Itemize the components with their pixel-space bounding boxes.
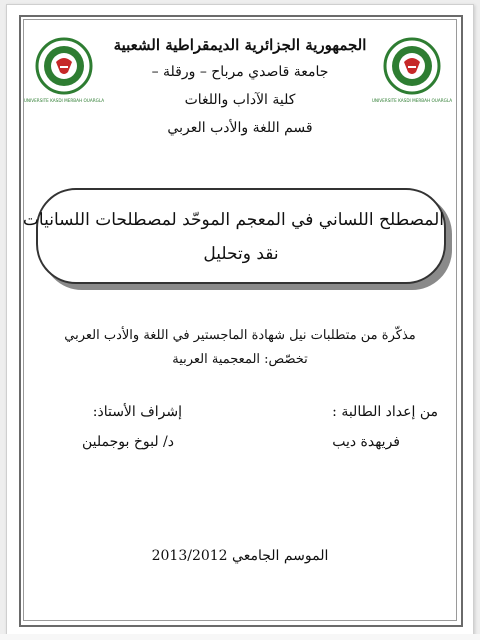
- faculty-heading: كلية الآداب واللغات: [184, 92, 296, 108]
- logo-caption-right: UNIVERSITE KASDI MERBAH OUARGLA: [371, 98, 453, 103]
- university-emblem-icon: [23, 36, 105, 112]
- university-heading: جامعة قاصدي مرباح – ورقلة –: [151, 64, 329, 80]
- thesis-title-line1: المصطلح اللساني في المعجم الموحّد لمصطلحات اللسانيات: [22, 210, 444, 230]
- republic-heading: الجمهورية الجزائرية الديمقراطية الشعبية: [113, 36, 367, 54]
- thesis-title-line2: نقد وتحليل: [203, 244, 279, 264]
- prepared-by-label: من إعداد الطالبة :: [332, 404, 438, 420]
- department-heading: قسم اللغة والأدب العربي: [167, 120, 313, 136]
- page-bottom-edge: [0, 634, 480, 640]
- academic-year: الموسم الجامعي 2013/2012: [151, 548, 329, 564]
- university-logo-left: [23, 36, 105, 112]
- thesis-title-box: [22, 188, 446, 284]
- university-logo-right: [371, 36, 453, 112]
- memo-specialty: تخصّص: المعجمية العربية: [172, 352, 308, 367]
- supervisor-name: د/ لبوخ بوجملين: [81, 434, 174, 450]
- student-name: فريهدة ديب: [332, 434, 400, 450]
- university-emblem-icon: [371, 36, 453, 112]
- memo-purpose: مذكّرة من متطلبات نيل شهادة الماجستير في اللغة والأدب العربي: [64, 328, 416, 343]
- supervisor-label: إشراف الأستاذ:: [92, 404, 182, 420]
- logo-caption-left: UNIVERSITE KASDI MERBAH OUARGLA: [23, 98, 105, 103]
